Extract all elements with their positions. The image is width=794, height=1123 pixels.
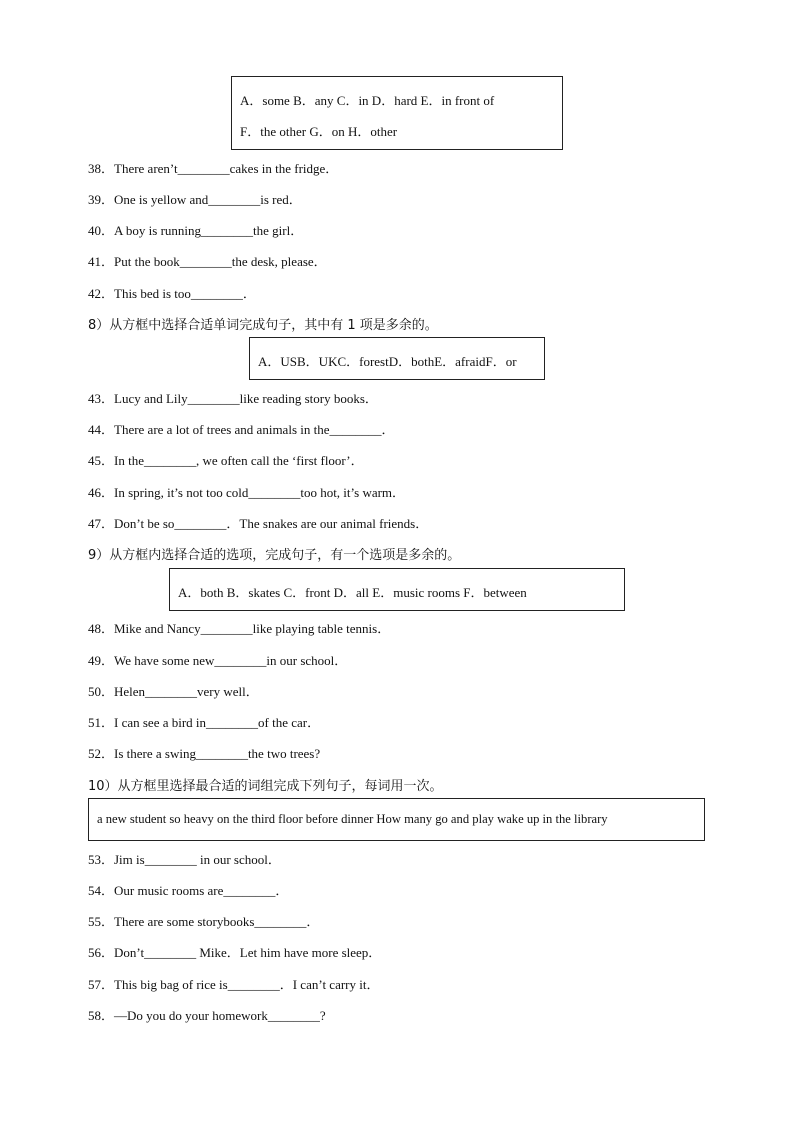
question-43: 43．Lucy and Lily________like reading story books． [88, 391, 378, 406]
word-box-3 [169, 568, 625, 611]
word-box-3-row: A．both B．skates C．front D．all E．music rooms F．between [178, 585, 527, 600]
question-45: 45．In the________, we often call the ‘first floor’． [88, 453, 364, 468]
question-40: 40．A boy is running________the girl． [88, 223, 304, 238]
question-44: 44．There are a lot of trees and animals in the________． [88, 422, 395, 437]
question-48: 48．Mike and Nancy________like playing table tennis． [88, 621, 391, 636]
word-box-1 [231, 76, 563, 150]
question-52: 52．Is there a swing________the two trees? [88, 746, 321, 761]
section-9-heading: 9）从方框内选择合适的选项，完成句子，有一个选项是多余的。 [88, 548, 461, 563]
question-58: 58．—Do you do your homework________? [88, 1008, 326, 1023]
question-47: 47．Don’t be so________．The snakes are our animal friends． [88, 516, 429, 531]
question-50: 50．Helen________very well． [88, 684, 259, 699]
section-8-heading: 8）从方框中选择合适单词完成句子，其中有 1 项是多余的。 [88, 318, 438, 333]
question-56: 56．Don’t________ Mike．Let him have more sleep． [88, 945, 382, 960]
word-box-2 [249, 337, 545, 380]
question-38: 38．There aren’t________cakes in the fridge． [88, 161, 339, 176]
question-54: 54．Our music rooms are________． [88, 883, 289, 898]
section-10-heading: 10）从方框里选择最合适的词组完成下列句子，每词用一次。 [88, 779, 443, 794]
phrase-box-4 [88, 798, 705, 841]
question-53: 53．Jim is________ in our school． [88, 852, 281, 867]
question-49: 49．We have some new________in our school． [88, 653, 348, 668]
question-39: 39．One is yellow and________is red． [88, 192, 302, 207]
phrase-box-4-row: a new student so heavy on the third floor before dinner How many go and play wake up in the library [97, 812, 608, 826]
question-51: 51．I can see a bird in________of the car． [88, 715, 321, 730]
question-57: 57．This big bag of rice is________．I can’t carry it． [88, 977, 380, 992]
question-46: 46．In spring, it’s not too cold________too hot, it’s warm． [88, 485, 406, 500]
word-box-1-row-2: F．the other G．on H．other [240, 124, 398, 139]
question-42: 42．This bed is too________． [88, 286, 256, 301]
question-55: 55．There are some storybooks________． [88, 914, 320, 929]
word-box-2-row: A．USB．UKC．forestD．bothE．afraidF．or [258, 354, 517, 369]
word-box-1-row-1: A．some B．any C．in D．hard E．in front of [240, 93, 495, 108]
question-41: 41．Put the book________the desk, please． [88, 254, 327, 269]
